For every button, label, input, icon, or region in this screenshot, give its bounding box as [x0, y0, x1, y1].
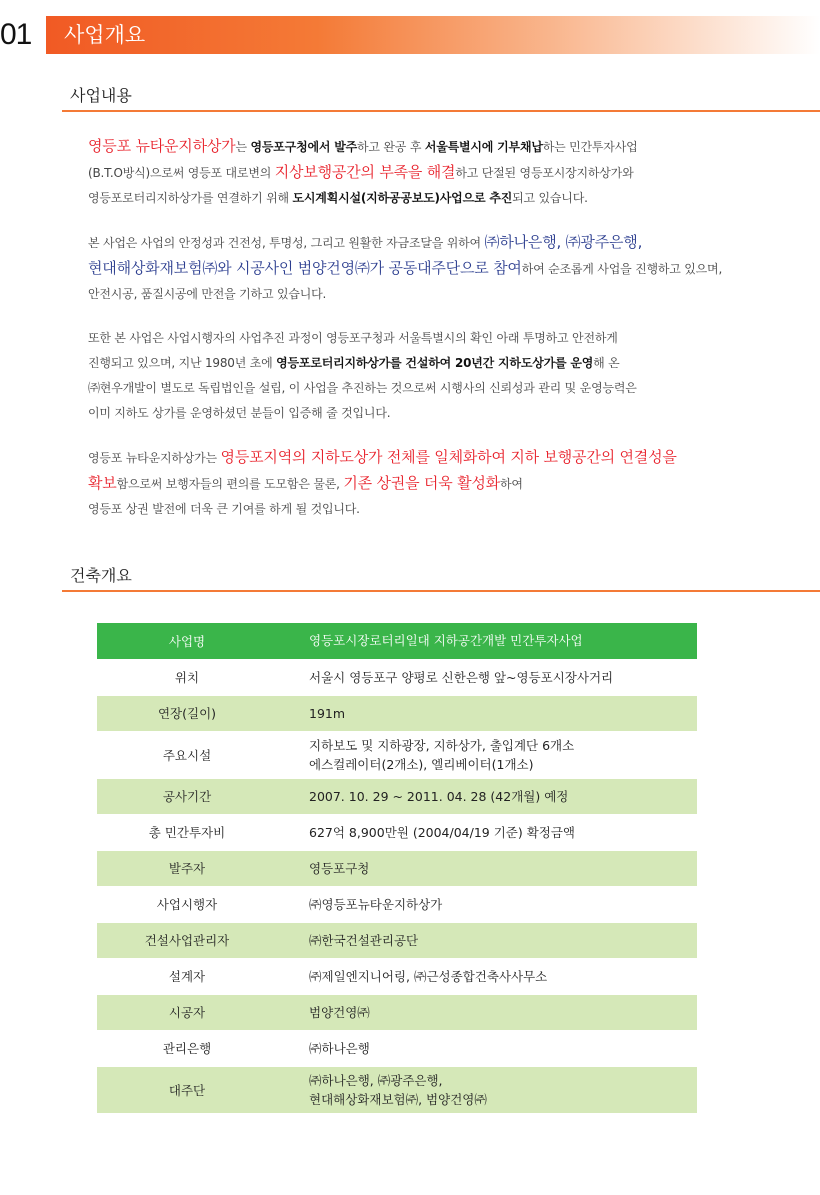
- table-value: 영등포구청: [277, 850, 697, 886]
- table-value: ㈜제일엔지니어링, ㈜근성종합건축사사무소: [277, 958, 697, 994]
- highlight-text: ㈜하나은행, ㈜광주은행,: [484, 233, 643, 251]
- highlight-text: 기존 상권을 더욱 활성화: [343, 474, 500, 492]
- text: 영등포 상권 발전에 더욱 큰 기여를 하게 될 것입니다.: [88, 502, 360, 516]
- table-row: [97, 922, 697, 958]
- bold-text: 서울특별시에 기부채납: [424, 140, 543, 154]
- text: 하여 순조롭게 사업을 진행하고 있으며,: [521, 262, 723, 276]
- table-value: 627억 8,900만원 (2004/04/19 기준) 확정금액: [277, 814, 697, 850]
- text: 함으로써 보행자들의 편의를 도모함은 물론,: [116, 477, 344, 491]
- highlight-text: 현대해상화재보험㈜와 시공사인 범양건영㈜가 공동대주단으로 참여: [88, 259, 522, 277]
- chapter-title: 사업개요: [64, 23, 146, 47]
- business-content: [88, 134, 788, 541]
- value-line: 현대해상화재보험㈜, 범양건영㈜: [309, 1091, 487, 1107]
- table-key: 연장(길이): [97, 695, 277, 731]
- text: 하여: [499, 477, 523, 491]
- table-header-row: [97, 623, 697, 659]
- section-heading-business: [62, 82, 820, 112]
- table-row: [97, 778, 697, 814]
- value-line: 지하보도 및 지하광장, 지하상가, 출입계단 6개소: [309, 737, 575, 753]
- text: 되고 있습니다.: [512, 191, 588, 205]
- table-key: 건설사업관리자: [97, 922, 277, 958]
- table-row: [97, 659, 697, 695]
- paragraph-3: [88, 326, 788, 426]
- chapter-header: [0, 14, 820, 56]
- text: 진행되고 있으며, 지난 1980년 초에: [88, 356, 277, 370]
- table-key: 대주단: [97, 1066, 277, 1113]
- table-row: [97, 1066, 697, 1113]
- text: 안전시공, 품질시공에 만전을 기하고 있습니다.: [88, 287, 327, 301]
- table-value: 2007. 10. 29 ~ 2011. 04. 28 (42개월) 예정: [277, 778, 697, 814]
- text: 또한 본 사업은 사업시행자의 사업추진 과정이 영등포구청과 서울특별시의 확인 아래 투명하고 안전하게: [88, 331, 618, 345]
- table-value: ㈜한국건설관리공단: [277, 922, 697, 958]
- value-line: ㈜하나은행, ㈜광주은행,: [309, 1072, 443, 1088]
- bold-text: 영등포로터리지하상가를 건설하여 20년간 지하도상가를 운영: [276, 356, 594, 370]
- paragraph-1: [88, 134, 788, 211]
- text: 하고 완공 후: [357, 140, 425, 154]
- bold-text: 도시계획시설(지하공공보도)사업으로 추진: [292, 191, 513, 205]
- table-value: 191m: [277, 695, 697, 731]
- chapter-number: 01: [0, 18, 32, 51]
- text: ㈜현우개발이 별도로 독립법인을 설립, 이 사업을 추진하는 것으로써 시행사의 신뢰성과 관리 및 운영능력은: [88, 381, 637, 395]
- text: 하고 단절된 영등포시장지하상가와: [455, 166, 634, 180]
- text: 는: [235, 140, 251, 154]
- table-row: [97, 886, 697, 922]
- section-heading-architecture: [62, 562, 820, 592]
- table-value: [277, 731, 697, 778]
- table-row: [97, 958, 697, 994]
- text: 영등포 뉴타운지하상가는: [88, 451, 221, 465]
- table-row: [97, 695, 697, 731]
- table-key: 발주자: [97, 850, 277, 886]
- table-key: 공사기간: [97, 778, 277, 814]
- table-key: 설계자: [97, 958, 277, 994]
- table-key: 시공자: [97, 994, 277, 1030]
- table-value: 영등포시장로터리일대 지하공간개발 민간투자사업: [277, 623, 697, 659]
- value-line: 에스컬레이터(2개소), 엘리베이터(1개소): [309, 756, 534, 772]
- text: 영등포로터리지하상가를 연결하기 위해: [88, 191, 293, 205]
- table-key: 관리은행: [97, 1030, 277, 1066]
- text: 해 온: [593, 356, 620, 370]
- table-key: 주요시설: [97, 731, 277, 778]
- bold-text: 영등포구청에서 발주: [250, 140, 358, 154]
- chapter-title-bar: [46, 16, 820, 54]
- table-row: [97, 850, 697, 886]
- table-value: ㈜영등포뉴타운지하상가: [277, 886, 697, 922]
- table-key: 총 민간투자비: [97, 814, 277, 850]
- highlight-text: 영등포지역의 지하도상가 전체를 일체화하여 지하 보행공간의 연결성을: [220, 448, 677, 466]
- table-value: 서울시 영등포구 양평로 신한은행 앞~영등포시장사거리: [277, 659, 697, 695]
- highlight-text: 확보: [88, 474, 117, 492]
- text: 이미 지하도 상가를 운영하셨던 분들이 입증해 줄 것입니다.: [88, 406, 391, 420]
- text: 본 사업은 사업의 안정성과 건전성, 투명성, 그리고 원활한 자금조달을 위하여: [88, 236, 485, 250]
- text: (B.T.O방식)으로써 영등포 대로변의: [88, 166, 275, 180]
- table-key: 사업명: [97, 623, 277, 659]
- highlight-text: 지상보행공간의 부족을 해결: [274, 163, 456, 181]
- table-row: [97, 731, 697, 778]
- text: 하는 민간투자사업: [542, 140, 638, 154]
- table-value: ㈜하나은행: [277, 1030, 697, 1066]
- table-value: [277, 1066, 697, 1113]
- paragraph-4: [88, 445, 788, 522]
- table-key: 위치: [97, 659, 277, 695]
- section-title: 사업내용: [70, 86, 132, 105]
- table-value: 범양건영㈜: [277, 994, 697, 1030]
- highlight-text: 영등포 뉴타운지하상가: [88, 137, 236, 155]
- paragraph-2: [88, 230, 788, 307]
- table-row: [97, 814, 697, 850]
- table-row: [97, 1030, 697, 1066]
- table-row: [97, 994, 697, 1030]
- table-key: 사업시행자: [97, 886, 277, 922]
- architecture-spec-table: [97, 623, 697, 1114]
- section-title: 건축개요: [70, 566, 132, 585]
